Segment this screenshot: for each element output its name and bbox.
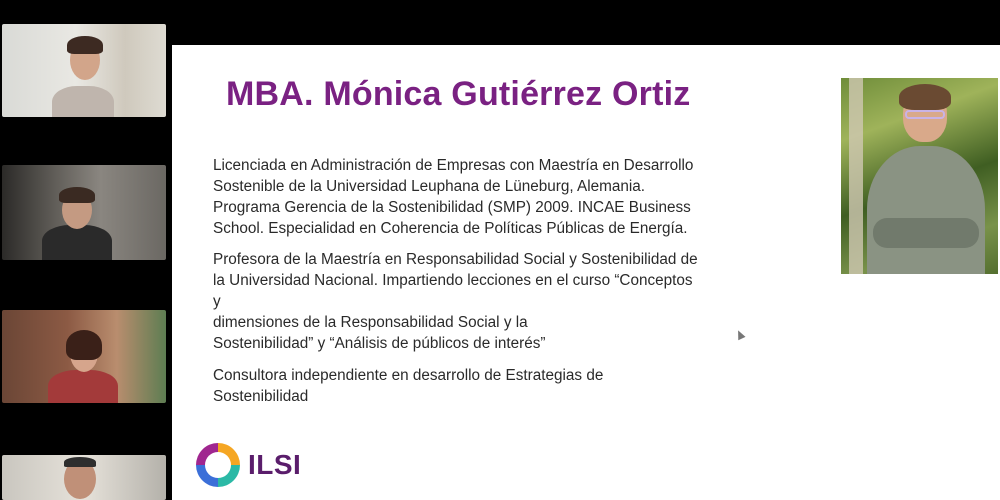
text-line: School. Especialidad en Coherencia de Políticas Públicas de Energía.	[213, 220, 688, 237]
text-line: dimensiones de la Responsabilidad Social y la	[213, 314, 528, 331]
participant-video-3[interactable]	[2, 310, 166, 403]
text-line: Profesora de la Maestría en Responsabilidad Social y Sostenibilidad de	[213, 251, 698, 268]
participant-strip	[0, 0, 168, 500]
bio-paragraph-consulting	[213, 365, 803, 407]
text-line: Sostenible de la Universidad Leuphana de Lüneburg, Alemania.	[213, 178, 646, 195]
text-line: Consultora independiente en desarrollo de Estrategias de	[213, 367, 604, 384]
participant-video-2[interactable]	[2, 165, 166, 260]
speaker-photo	[841, 78, 998, 274]
bio-paragraph-education	[213, 155, 803, 239]
bio-paragraph-teaching	[213, 249, 803, 354]
participant-video-4[interactable]	[2, 455, 166, 500]
ilsi-logo	[196, 443, 301, 487]
slide-title: MBA. Mónica Gutiérrez Ortiz	[226, 75, 691, 113]
ilsi-ring-icon	[196, 443, 240, 487]
shared-slide	[172, 45, 1000, 500]
logo-text: ILSI	[248, 449, 302, 480]
participant-video-1[interactable]	[2, 24, 166, 117]
text-line: y	[213, 293, 221, 310]
text-line: Sostenibilidad	[213, 388, 309, 405]
text-line: la Universidad Nacional. Impartiendo lecciones en el curso “Conceptos	[213, 272, 693, 289]
text-line: Licenciada en Administración de Empresas con Maestría en Desarrollo	[213, 157, 694, 174]
text-line: Sostenibilidad” y “Análisis de públicos de interés”	[213, 335, 546, 352]
text-line: Programa Gerencia de la Sostenibilidad (SMP) 2009. INCAE Business	[213, 199, 691, 216]
